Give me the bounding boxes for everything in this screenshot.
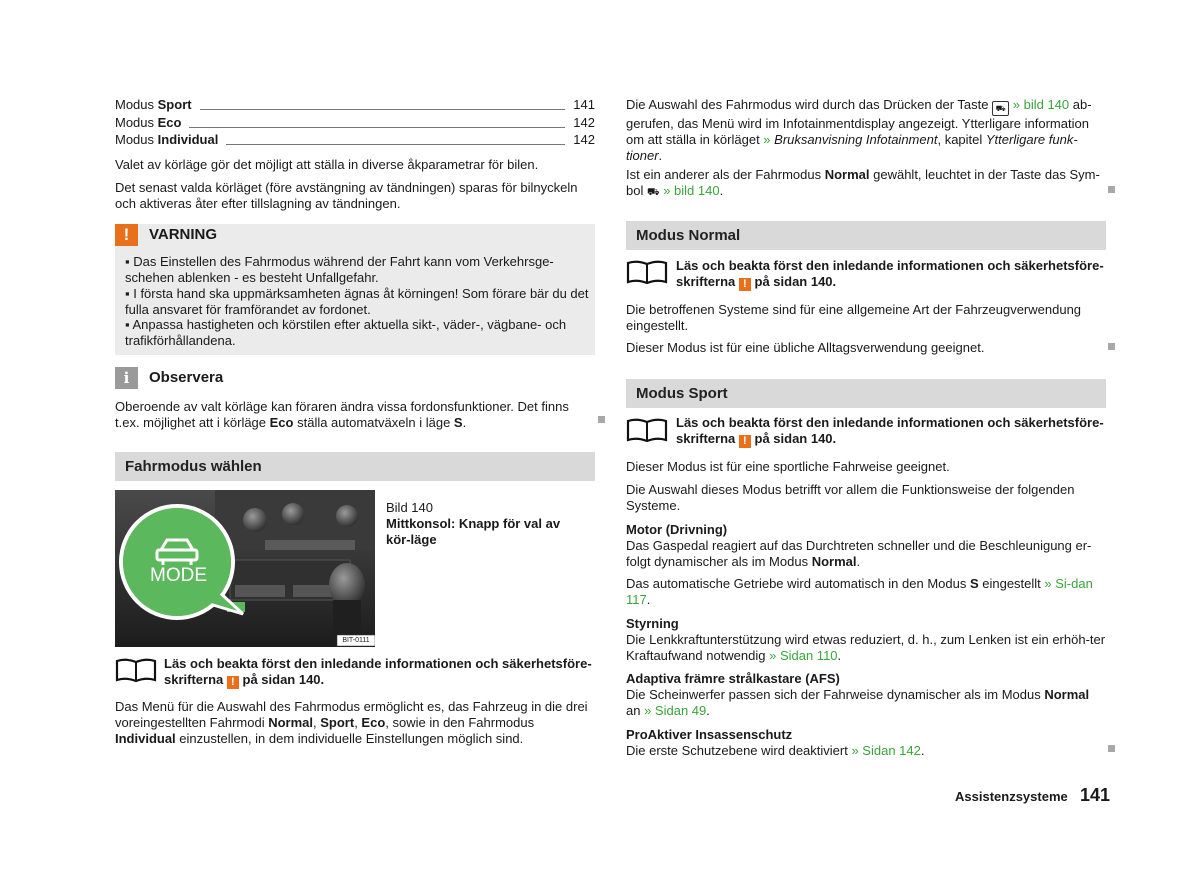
- page-link[interactable]: på sidan 140.: [242, 672, 325, 687]
- toc-prefix: Modus: [115, 115, 158, 130]
- section-header-sport: Modus Sport: [626, 379, 1106, 408]
- book-icon: [115, 656, 157, 684]
- gearbox-text: Das automatische Getriebe wird automatisch in den Modus S eingestellt » Si-dan 117.: [626, 576, 1093, 607]
- info-icon: i: [115, 367, 138, 389]
- note-text: Oberoende av valt körläge kan föraren ändra vissa fordonsfunktioner. Det finns t.ex. möjlighet att i körläge Eco ställa automatväxeln i läge S.: [115, 399, 569, 430]
- normal-paragraph-1: Die betroffenen Systeme sind für eine allgemeine Art der Fahrzeugverwendung eingestellt.: [626, 302, 1082, 333]
- intro-paragraph-1: Valet av körläge gör det möjligt att ställa in diverse åkparametrar för bilen.: [115, 157, 539, 172]
- page-link[interactable]: » Si-dan 117: [626, 576, 1093, 607]
- infotainment-link[interactable]: »: [763, 132, 771, 147]
- toc-page: 141: [573, 97, 595, 112]
- steering-heading: Styrning: [626, 616, 679, 631]
- toc-leader: [200, 108, 566, 110]
- read-first-text: Läs och beakta först den inledande informationen och säkerhetsföre- skrifterna ! på sidan 140.: [676, 415, 1104, 447]
- page-link[interactable]: » Sidan 110: [769, 648, 838, 663]
- mode-label: MODE: [150, 565, 207, 586]
- fahrmodus-body: Das Menü für die Auswahl des Fahrmodus ermöglicht es, das Fahrzeug in die drei voreingestellten Fahrmodi Normal, Sport, Eco, sowie in den Fahrmodus Individual einzustellen, in dem individuelle Einstellungen möglich sind.: [115, 699, 588, 746]
- steering-text: Die Lenkkraftunterstützung wird etwas reduziert, d. h., zum Lenken ist ein erhöh-ter Kraftaufwand notwendig » Sidan 110.: [626, 632, 1106, 663]
- page-link[interactable]: på sidan 140.: [754, 274, 837, 289]
- page-number: 141: [1080, 785, 1111, 805]
- toc-prefix: Modus: [115, 132, 158, 147]
- afs-heading: Adaptiva främre strålkastare (AFS): [626, 671, 840, 686]
- toc-prefix: Modus: [115, 97, 158, 112]
- book-icon: [626, 258, 668, 286]
- sport-paragraph-2: Die Auswahl dieses Modus betrifft vor allem die Funktionsweise der folgenden Systeme.: [626, 482, 1075, 513]
- car-symbol-icon: ⛟: [646, 187, 660, 198]
- toc-label: Sport: [157, 97, 192, 112]
- page-link[interactable]: på sidan 140.: [754, 431, 837, 446]
- page-link[interactable]: » Sidan 142: [851, 743, 921, 758]
- sport-paragraph-1: Dieser Modus ist für eine sportliche Fahrweise geeignet.: [626, 459, 950, 474]
- toc-page: 142: [573, 115, 595, 130]
- toc-page: 142: [573, 132, 595, 147]
- toc-label: Eco: [157, 115, 182, 130]
- toc-label: Individual: [157, 132, 219, 147]
- section-header-fahrmodus: Fahrmodus wählen: [115, 452, 595, 481]
- warning-item-3: ▪ Anpassa hastigheten och körstilen efter aktuella sikt-, väder-, vägbane- och trafikförhållandena.: [125, 317, 567, 348]
- proactive-text: Die erste Schutzebene wird deaktiviert » Sidan 142.: [626, 743, 925, 758]
- warning-inline-icon: !: [739, 435, 751, 448]
- figure-link[interactable]: » bild 140: [663, 183, 720, 198]
- right-intro-paragraph: Die Auswahl des Fahrmodus wird durch das Drücken der Taste ⛟ » bild 140 ab-gerufen, das Menü wird im Infotainmentdisplay angezeigt. Ytterligare information om att ställa in körläget » Bruksanvisning Infotainment, kapitel Ytterligare funk-tioner.: [626, 97, 1092, 163]
- normal-paragraph-2: Dieser Modus ist für eine übliche Alltagsverwendung geeignet.: [626, 340, 985, 355]
- proactive-heading: ProAktiver Insassenschutz: [626, 727, 793, 742]
- note-title: Observera: [149, 369, 224, 386]
- mode-key-icon: ⛟: [992, 101, 1009, 116]
- footer-section-title: Assistenzsysteme: [955, 789, 1068, 804]
- figure-caption-text: Mittkonsol: Knapp för val av kör-läge: [386, 516, 561, 547]
- page-link[interactable]: » Sidan 49: [644, 703, 707, 718]
- toc-row-individual[interactable]: [115, 132, 595, 148]
- warning-item-1: ▪ Das Einstellen des Fahrmodus während der Fahrt kann vom Verkehrsge- schehen ablenken - es besteht Unfallgefahr.: [125, 254, 554, 285]
- toc-row-sport[interactable]: [115, 97, 595, 113]
- motor-heading: Motor (Drivning): [626, 522, 728, 537]
- motor-text: Das Gaspedal reagiert auf das Durchtreten schneller und die Beschleunigung er-folgt dynamischer als im Modus Normal.: [626, 538, 1092, 569]
- figure-link[interactable]: » bild 140: [1012, 97, 1070, 112]
- right-symbol-paragraph: Ist ein anderer als der Fahrmodus Normal gewählt, leuchtet in der Taste das Sym-bol ⛟ » bild 140.: [626, 167, 1100, 198]
- end-mark: [1108, 343, 1115, 350]
- figure-code: BIT-0111: [342, 637, 370, 644]
- warning-icon: !: [115, 224, 138, 246]
- warning-inline-icon: !: [227, 676, 239, 689]
- read-first-text: Läs och beakta först den inledande informationen och säkerhetsföre- skrifterna ! på sidan 140.: [676, 258, 1104, 290]
- figure-mode-button: [115, 490, 375, 647]
- warning-title: VARNING: [149, 226, 218, 243]
- figure-caption-number: Bild 140: [386, 500, 433, 515]
- afs-text: Die Scheinwerfer passen sich der Fahrweise dynamischer als im Modus Normal an » Sidan 49.: [626, 687, 1090, 718]
- book-icon: [626, 416, 668, 444]
- toc-leader: [226, 143, 565, 145]
- end-mark: [1108, 186, 1115, 193]
- warning-inline-icon: !: [739, 278, 751, 291]
- warning-item-2: ▪ I första hand ska uppmärksamheten ägnas åt körningen! Som förare bär du det fulla ansvaret för framförandet av fordonet.: [125, 286, 589, 317]
- end-mark: [598, 416, 605, 423]
- intro-paragraph-2: Det senast valda körläget (före avstängning av tändningen) sparas för bilnyckeln och aktiveras åter efter tillslagning av tändningen.: [115, 180, 578, 211]
- read-first-text: Läs och beakta först den inledande informationen och säkerhetsföre- skrifterna ! på sidan 140.: [164, 656, 592, 688]
- warning-box: [115, 224, 595, 355]
- toc-row-eco[interactable]: [115, 115, 595, 131]
- section-header-normal: Modus Normal: [626, 221, 1106, 250]
- toc-leader: [189, 126, 565, 128]
- end-mark: [1108, 745, 1115, 752]
